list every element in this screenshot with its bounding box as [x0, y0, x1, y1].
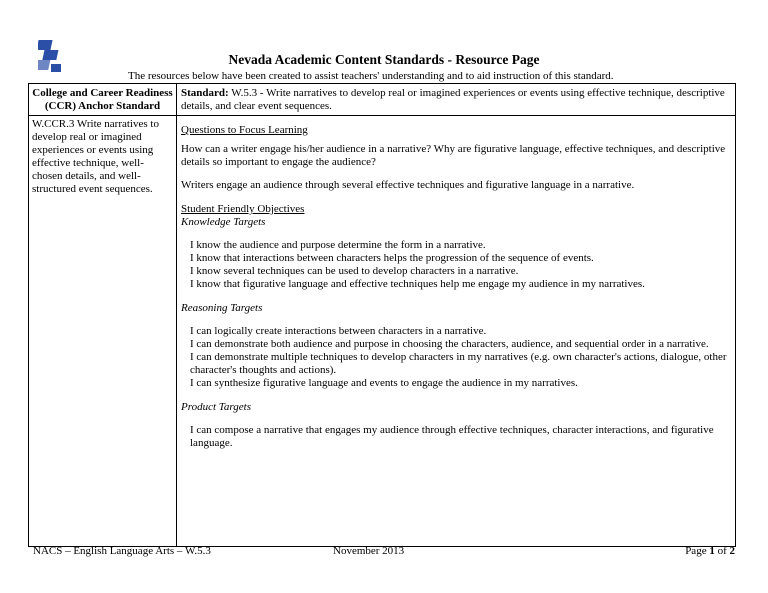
knowledge-heading: Knowledge Targets — [181, 216, 266, 228]
standard-label: Standard: — [181, 87, 229, 99]
list-item: I can logically create interactions between characters in a narrative. — [190, 325, 487, 337]
table-header-row — [29, 84, 736, 116]
page-title: Nevada Academic Content Standards - Resource Page — [228, 52, 540, 67]
page-subtitle: The resources below have been created to assist teachers' understanding and to aid instruction of this standard. — [128, 70, 614, 82]
reasoning-list — [181, 325, 731, 390]
standards-table — [28, 83, 736, 547]
footer-page-number — [685, 545, 735, 557]
ccr-header-cell: College and Career Readiness (CCR) Anchor Standard — [29, 84, 177, 116]
anchor-standard-cell: W.CCR.3 Write narratives to develop real or imagined experiences or events using effective technique, well-chosen details, and well-structured event sequences. — [29, 116, 177, 547]
reasoning-heading: Reasoning Targets — [181, 302, 263, 314]
list-item: I know the audience and purpose determine the form in a narrative. — [190, 239, 486, 251]
list-item: I know several techniques can be used to develop characters in a narrative. — [190, 265, 519, 277]
footer-date: November 2013 — [333, 545, 405, 557]
standard-header-cell — [177, 84, 736, 116]
list-item: I know that interactions between characters helps the progression of the sequence of events. — [190, 252, 594, 264]
list-item: I can demonstrate multiple techniques to develop characters in my narratives (e.g. own character's actions, dialogue, other character's thoughts and actions). — [190, 351, 727, 376]
list-item: I know that figurative language and effective techniques help me engage my audience in my narratives. — [190, 278, 645, 290]
page-of: of — [714, 545, 730, 557]
questions-heading: Questions to Focus Learning — [181, 124, 308, 136]
objectives-heading: Student Friendly Objectives — [181, 203, 305, 215]
product-heading: Product Targets — [181, 401, 251, 413]
resources-cell — [177, 116, 736, 547]
standard-text: W.5.3 - Write narratives to develop real or imagined experiences or events using effective technique, descriptive details, and clear event sequences. — [181, 87, 725, 112]
page-total: 2 — [729, 545, 735, 557]
footer-document-id: NACS – English Language Arts – W.5.3 — [33, 545, 211, 557]
focus-answer: Writers engage an audience through several effective techniques and figurative language in a narrative. — [181, 179, 635, 191]
list-item: I can compose a narrative that engages my audience through effective techniques, character interactions, and figurative language. — [190, 424, 714, 449]
table-body-row — [29, 116, 736, 547]
knowledge-list — [181, 239, 731, 291]
page-prefix: Page — [685, 545, 710, 557]
list-item: I can demonstrate both audience and purpose in choosing the characters, audience, and sequential order in a narrative. — [190, 338, 709, 350]
focus-question: How can a writer engage his/her audience in a narrative? Why are figurative language, effective techniques, and descriptive details so important to engage the audience? — [181, 143, 726, 168]
product-list — [181, 424, 731, 450]
page-current: 1 — [709, 545, 715, 557]
list-item: I can synthesize figurative language and events to engage the audience in my narratives. — [190, 377, 578, 389]
